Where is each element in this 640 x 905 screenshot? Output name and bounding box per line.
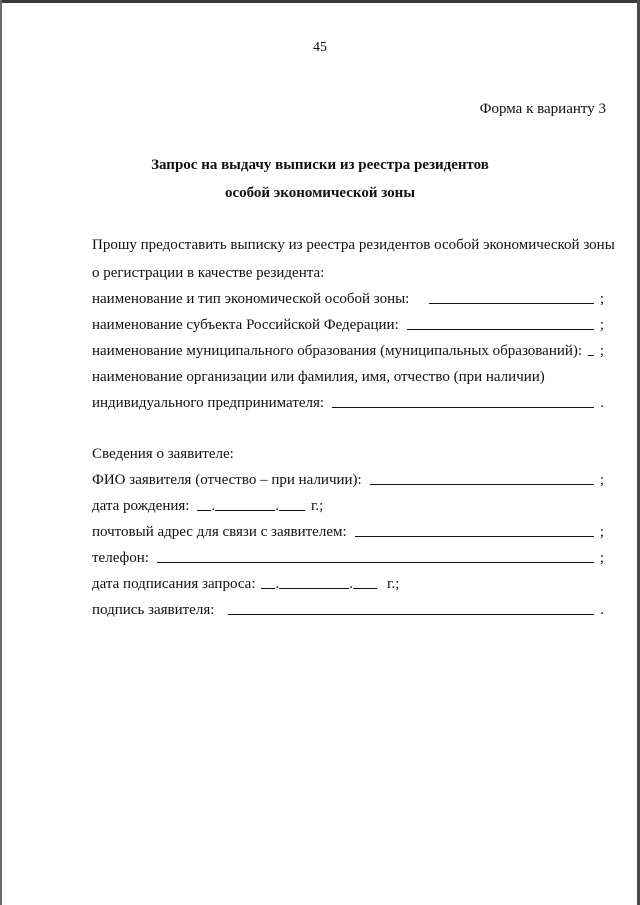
- municipality-field-label: наименование муниципального образования (муниципальных образований):: [92, 343, 583, 359]
- birth-year-input[interactable]: [279, 509, 305, 511]
- sign-date-row: [92, 573, 604, 593]
- birth-date-row: [92, 495, 604, 515]
- birth-date-label: дата рождения:: [92, 498, 190, 514]
- signature-row: [92, 599, 604, 619]
- applicant-heading: Сведения о заявителе:: [92, 446, 234, 462]
- phone-field-input[interactable]: [157, 561, 594, 563]
- zone-field-input[interactable]: [429, 302, 593, 304]
- signature-input[interactable]: [228, 613, 594, 615]
- zone-field-label: наименование и тип экономической особой зоны:: [92, 291, 410, 307]
- entrepreneur-field-row: [92, 392, 604, 412]
- phone-field-row: [92, 547, 604, 567]
- sign-date-dot-1: .: [275, 576, 280, 592]
- municipality-field-row: [92, 340, 604, 360]
- organization-field-input[interactable]: [332, 406, 594, 408]
- subject-field-row: [92, 314, 604, 334]
- document-title-line-1: Запрос на выдачу выписки из реестра резидентов: [151, 157, 489, 173]
- signature-period: .: [600, 602, 604, 618]
- applicant-heading-row: [92, 443, 604, 463]
- address-field-semicolon: ;: [599, 524, 604, 540]
- request-intro-line-2: [92, 262, 604, 282]
- organization-field-period: .: [600, 395, 604, 411]
- address-field-row: [92, 521, 604, 541]
- phone-field-semicolon: ;: [599, 550, 604, 566]
- request-intro-line-1: [92, 234, 615, 254]
- request-intro-text-1: Прошу предоставить выписку из реестра резидентов особой экономической зоны: [92, 237, 615, 253]
- page-number: 45: [313, 40, 327, 55]
- sign-year-suffix: г.;: [386, 576, 400, 592]
- sign-date-label: дата подписания запроса:: [92, 576, 256, 592]
- subject-field-label: наименование субъекта Российской Федерации:: [92, 317, 399, 333]
- birth-date-dot-2: .: [275, 498, 279, 514]
- sign-year-input[interactable]: [353, 587, 377, 589]
- phone-field-label: телефон:: [92, 550, 149, 566]
- birth-date-dot-1: .: [211, 498, 216, 514]
- zone-field-semicolon: ;: [599, 291, 604, 307]
- fio-field-row: [92, 469, 604, 489]
- page-edge-left: [0, 0, 2, 905]
- organization-field-label-2: индивидуального предпринимателя:: [92, 395, 325, 411]
- municipality-field-input[interactable]: [588, 354, 594, 356]
- fio-field-label: ФИО заявителя (отчество – при наличии):: [92, 472, 362, 488]
- signature-label: подпись заявителя:: [92, 602, 215, 618]
- organization-label-row: [92, 366, 604, 386]
- birth-day-input[interactable]: [197, 509, 211, 511]
- fio-field-semicolon: ;: [599, 472, 604, 488]
- form-variant-label: Форма к варианту 3: [479, 101, 606, 117]
- page-edge-top: [0, 0, 640, 3]
- organization-field-label-1: наименование организации или фамилия, имя, отчество (при наличии): [92, 369, 545, 385]
- subject-field-input[interactable]: [407, 328, 594, 330]
- birth-year-suffix: г.;: [310, 498, 324, 514]
- birth-month-input[interactable]: [215, 509, 275, 511]
- fio-field-input[interactable]: [370, 483, 594, 485]
- sign-day-input[interactable]: [261, 587, 275, 589]
- address-field-input[interactable]: [355, 535, 594, 537]
- document-title-line-2: особой экономической зоны: [224, 185, 416, 201]
- subject-field-semicolon: ;: [599, 317, 604, 333]
- municipality-field-semicolon: ;: [599, 343, 604, 359]
- sign-date-dot-2: .: [349, 576, 353, 592]
- sign-month-input[interactable]: [279, 587, 349, 589]
- address-field-label: почтовый адрес для связи с заявителем:: [92, 524, 347, 540]
- zone-field-row: [92, 288, 604, 308]
- request-intro-text-2: о регистрации в качестве резидента:: [92, 265, 325, 281]
